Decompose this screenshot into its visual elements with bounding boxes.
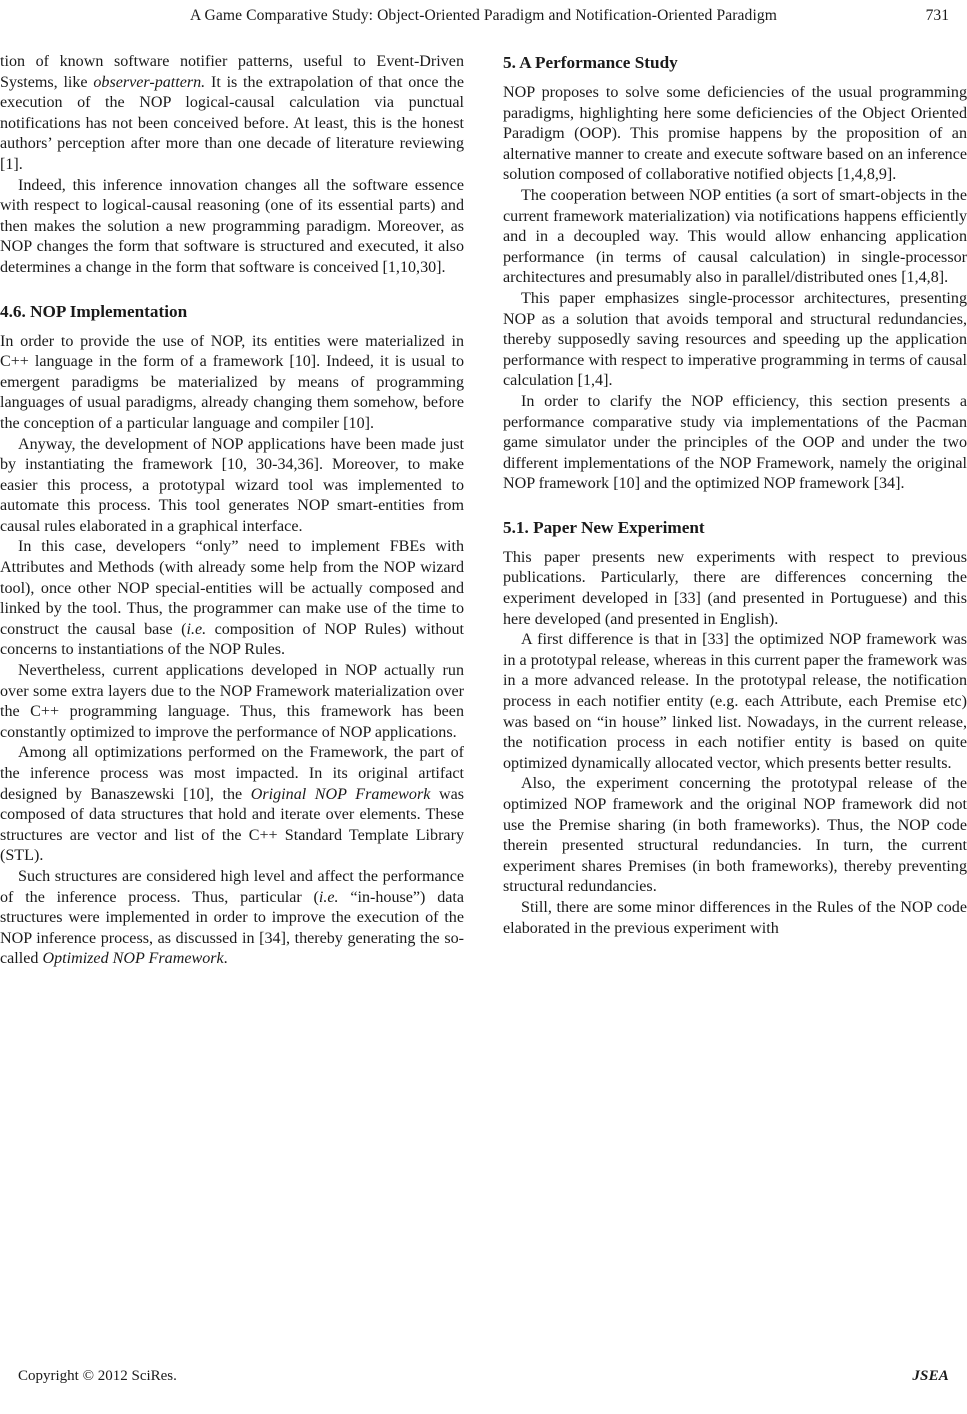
section-heading-5: 5. A Performance Study	[503, 53, 678, 72]
text-run: was composed of data structures that hold and iterate over elements. These structures are vector and list of the C++ Standard Template Library (STL).	[0, 785, 464, 865]
text-run: In this case, developers “only” need to implement FBEs with Attributes and Methods (with already some help from the NOP wizard tool), once other NOP special-entities will be actually composed and linked by the tool. Thus, the programmer can make use of the time to construct the causal base (	[0, 538, 464, 638]
text-run: Among all optimizations performed on the Framework, the part of the inference process was most impacted. In its original artifact designed by Banaszewski [10], the	[0, 744, 464, 803]
column-gutter	[464, 52, 503, 1317]
paragraph-first-difference-prototypal-release: A first difference is that in [33] the optimized NOP framework was in a prototypal release, whereas in this current paper the framework was in a more advanced release. In the prototypal release, the notification process in each notifier entity (e.g. each Attribute, each Premise etc) was based on “in house” linked list. Nowadays, in the current release, the notification process in each notifier entity is based on quite optimized dynamically allocated vector, which presents better results.	[503, 631, 967, 772]
text-run: .	[223, 950, 228, 968]
paragraph-cooperation-between-nop-entities: The cooperation between NOP entities (a sort of smart-objects in the current framework materialization) via notifications happens efficiently and in a decoupled way. This would allow enhancing application performance (in terms of causal calculation) in single-processor architectures and presumably also in parallel/distributed ones [1,4,8].	[503, 186, 967, 287]
running-head	[0, 7, 967, 29]
italic-observer-pattern: observer-pattern.	[93, 73, 206, 91]
text-run: Such structures are considered high level and affect the performance of the inference process. Thus, particular (	[0, 867, 464, 906]
italic-ie: i.e.	[186, 620, 207, 638]
spacer	[0, 279, 464, 301]
paragraph-developers-only-implement	[0, 537, 464, 661]
paragraph-continued-notifier-patterns	[0, 52, 464, 176]
section-heading-4-6: 4.6. NOP Implementation	[0, 301, 188, 321]
paragraph-such-structures-high-level	[0, 867, 464, 970]
paragraph-minor-differences-rules: Still, there are some minor differences in the Rules of the NOP code elaborated in the previous experiment with	[503, 898, 967, 937]
text-run: composition of NOP Rules) without concerns to instantiations of the NOP Rules.	[0, 620, 464, 659]
paragraph-clarify-nop-efficiency-pacman: In order to clarify the NOP efficiency, this section presents a performance comparative study via implementations of the Pacman game simulator under the principles of the OOP and under the two different implementations of the NOP Framework, namely the original NOP framework [10] and the optimized NOP framework [34].	[503, 392, 967, 493]
copyright-notice: Copyright © 2012 SciRes.	[18, 1368, 177, 1384]
text-run: It is the extrapolation of that once the execution of the NOP logical-causal calculation via punctual notifications has not been conceived before. At least, this is the honest authors’ perception after more than one decade of literature reviewing [1].	[0, 73, 464, 173]
paragraph-nop-proposes-deficiencies: NOP proposes to solve some deficiencies of the usual programming paradigms, highlighting here some deficiencies of the Object Oriented Paradigm (OOP). This promise happens by the proposition of an alternative manner to create and execute software based on an inference solution composed of collaborative notified objects [1,4,8,9].	[503, 84, 967, 184]
paragraph-single-processor-architectures: This paper emphasizes single-processor architectures, presenting NOP as a solution that avoids temporal and structural redundancies, thereby supposedly saving resources and speeding up the application performance with respect to imperative programming in terms of causal calculation [1,4].	[503, 289, 967, 390]
column-right	[503, 52, 967, 1317]
running-head-title: A Game Comparative Study: Object-Oriented Paradigm and Notification-Oriented Paradigm	[189, 7, 778, 24]
page-number: 731	[925, 7, 949, 24]
paragraph-anyway-framework-instantiating: Anyway, the development of NOP applications have been made just by instantiating the framework [10, 30-34,36]. Moreover, to make easier this process, a prototypal wizard tool was implemented to automate this process. This tool generates NOP smart-entities from causal rules elaborated in a graphical interface.	[0, 435, 464, 535]
paragraph-inference-innovation: Indeed, this inference innovation changes all the software essence with respect to logical-causal reasoning (one of its essential parts) and then makes the solution a new programming paradigm. Moreover, as NOP changes the form that software is structured and executed, it also determines a change in the form that software is conceived [1,10,30].	[0, 176, 464, 276]
spacer	[503, 538, 967, 548]
section-heading-5-1: 5.1. Paper New Experiment	[503, 517, 705, 537]
column-left	[0, 52, 464, 1317]
italic-original-nop-framework: Original NOP Framework	[250, 785, 431, 803]
body-columns	[0, 52, 967, 1317]
spacer	[503, 73, 967, 83]
spacer	[0, 322, 464, 332]
text-run: “in-house”) data structures were implemented in order to improve the execution of the NOP inference process, as discussed in [34], thereby generating the so-called	[0, 888, 464, 968]
paragraph-nevertheless-extra-layers: Nevertheless, current applications developed in NOP actually run over some extra layers due to the NOP Framework materialization over the C++ programming language. Thus, this framework has been constantly optimized to improve the performance of NOP applications.	[0, 662, 464, 741]
paragraph-premise-sharing-redundancies: Also, the experiment concerning the prototypal release of the optimized NOP framework and the original NOP framework did not use the Premise sharing (in both frameworks). Thus, the NOP code therein presented structural redundancies. In turn, the current experiment shares Premises (in both frameworks), thereby preventing structural redundancies.	[503, 775, 967, 896]
paragraph-nop-materialized-cpp: In order to provide the use of NOP, its entities were materialized in C++ language in the form of a framework [10]. Indeed, it is usual to emergent paradigms be materialized by means of programming languages of usual paradigms, already changing them somehow, before the conception of a particular language and compiler [10].	[0, 332, 464, 432]
paragraph-new-experiments-previous-publications: This paper presents new experiments with respect to previous publications. Particularly, there are differences concerning the experiment developed in [33] (and presented in Portuguese) and this here developed (and presented in English).	[503, 548, 967, 628]
paragraph-among-all-optimizations	[0, 743, 464, 867]
journal-abbreviation: JSEA	[912, 1368, 949, 1384]
italic-ie-second: i.e.	[318, 888, 339, 906]
spacer	[503, 495, 967, 517]
page-footer	[0, 1368, 967, 1390]
text-run: tion of known software notifier patterns, useful to Event-Driven Systems, like	[0, 53, 464, 91]
italic-optimized-nop-framework: Optimized NOP Framework	[42, 950, 224, 968]
